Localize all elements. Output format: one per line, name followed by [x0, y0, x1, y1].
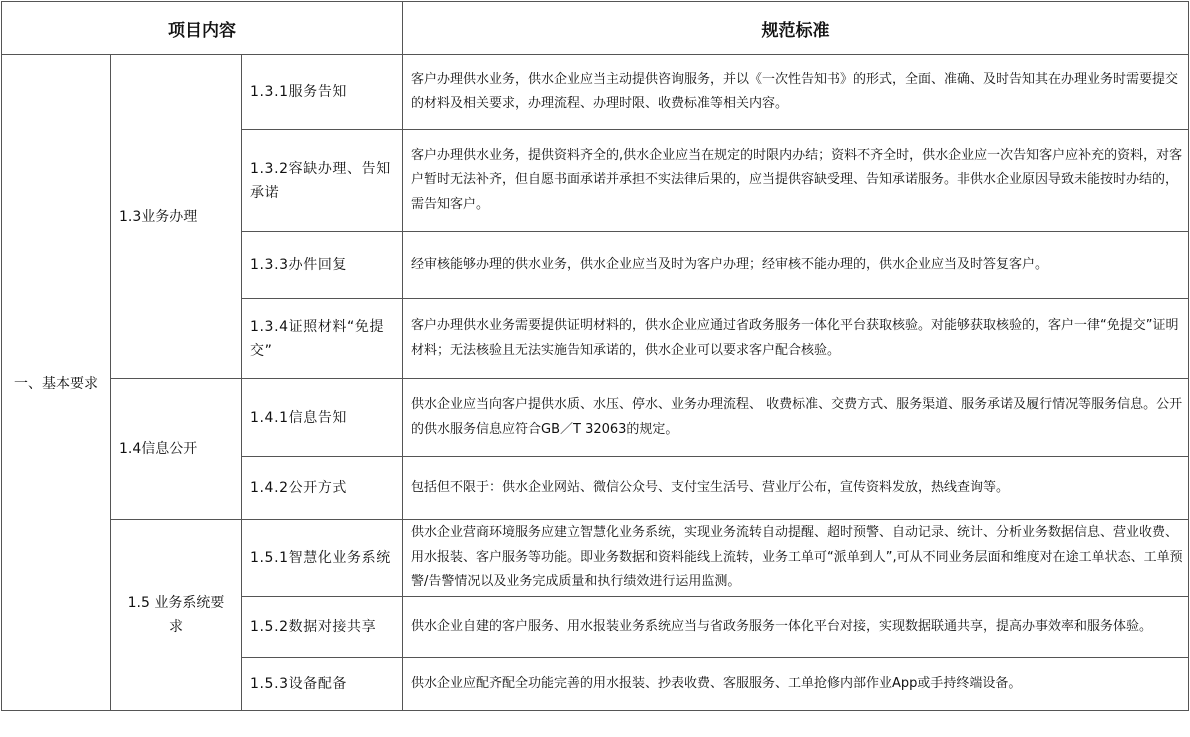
table-row: [2, 520, 1189, 597]
item-code: 1.5.1智慧化业务系统: [242, 520, 403, 597]
header-project-content: 项目内容: [2, 2, 403, 55]
item-code: 1.5.2数据对接共享: [242, 597, 403, 658]
section-label: 一、基本要求: [2, 55, 111, 711]
group-label: 1.4信息公开: [111, 379, 242, 520]
item-text: 客户办理供水业务，提供资料齐全的,供水企业应当在规定的时限内办结；资料不齐全时，供水企业应一次告知客户应补充的资料，对客户暂时无法补齐，但自愿书面承诺并承担不实法律后果的，应当提供容缺受理、告知承诺服务。非供水企业原因导致未能按时办结的，需告知客户。: [403, 130, 1189, 232]
item-text: 包括但不限于：供水企业网站、微信公众号、支付宝生活号、营业厅公布，宣传资料发放，热线查询等。: [403, 457, 1189, 520]
item-code: 1.3.4证照材料“免提交”: [242, 299, 403, 379]
table-header-row: [2, 2, 1189, 55]
item-code: 1.3.1服务告知: [242, 55, 403, 130]
item-code: 1.5.3设备配备: [242, 658, 403, 711]
item-text: 供水企业应配齐配全功能完善的用水报装、抄表收费、客服服务、工单抢修内部作业App或手持终端设备。: [403, 658, 1189, 711]
group-label: 1.5 业务系统要求: [111, 520, 242, 711]
group-label: 1.3业务办理: [111, 55, 242, 379]
item-text: 供水企业应当向客户提供水质、水压、停水、业务办理流程、 收费标准、交费方式、服务渠道、服务承诺及履行情况等服务信息。公开的供水服务信息应符合GB／T 32063的规定。: [403, 379, 1189, 457]
header-standard: 规范标准: [403, 2, 1189, 55]
item-text: 供水企业自建的客户服务、用水报装业务系统应当与省政务服务一体化平台对接，实现数据联通共享，提高办事效率和服务体验。: [403, 597, 1189, 658]
item-text: 经审核能够办理的供水业务，供水企业应当及时为客户办理；经审核不能办理的，供水企业应当及时答复客户。: [403, 232, 1189, 299]
item-code: 1.3.3办件回复: [242, 232, 403, 299]
item-text: 客户办理供水业务需要提供证明材料的，供水企业应通过省政务服务一体化平台获取核验。对能够获取核验的，客户一律“免提交”证明材料；无法核验且无法实施告知承诺的，供水企业可以要求客户配合核验。: [403, 299, 1189, 379]
table-row: [2, 55, 1189, 130]
table-row: [2, 379, 1189, 457]
item-code: 1.4.1信息告知: [242, 379, 403, 457]
item-text: 客户办理供水业务，供水企业应当主动提供咨询服务，并以《一次性告知书》的形式，全面、准确、及时告知其在办理业务时需要提交的材料及相关要求，办理流程、办理时限、收费标准等相关内容。: [403, 55, 1189, 130]
item-code: 1.4.2公开方式: [242, 457, 403, 520]
item-code: 1.3.2容缺办理、告知承诺: [242, 130, 403, 232]
item-text: 供水企业营商环境服务应建立智慧化业务系统，实现业务流转自动提醒、超时预警、自动记录、统计、分析业务数据信息、营业收费、用水报装、客户服务等功能。即业务数据和资料能线上流转，业务工单可“派单到人”,可从不同业务层面和维度对在途工单状态、工单预警/告警情况以及业务完成质量和执行绩效进行运用监测。: [403, 520, 1189, 597]
standards-table: [1, 1, 1189, 711]
